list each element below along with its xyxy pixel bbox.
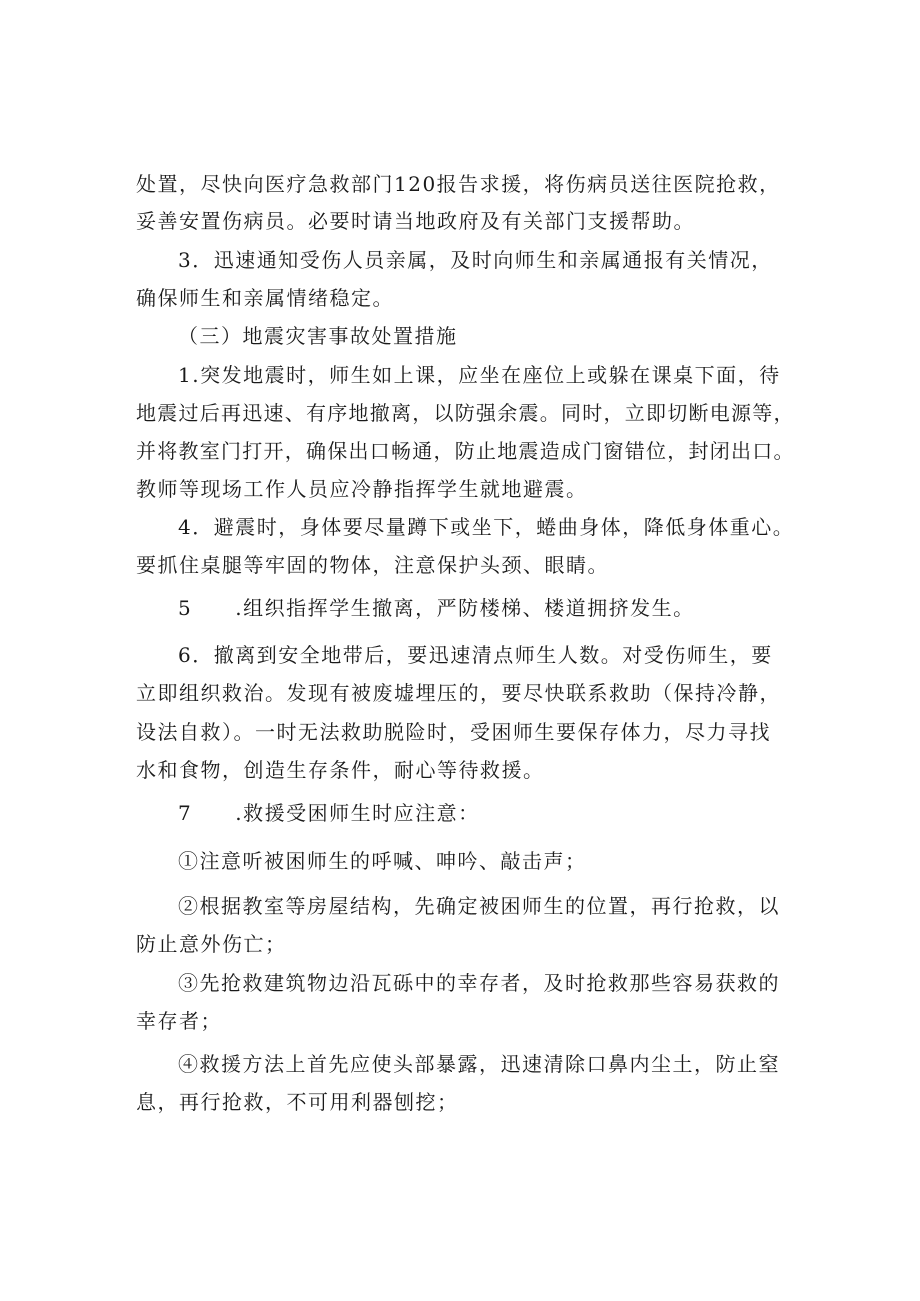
paragraph-line: 水和食物，创造生存条件，耐心等待救援。 bbox=[136, 758, 545, 782]
paragraph-line: 5 .组织指挥学生撤离，严防楼梯、楼道拥挤发生。 bbox=[178, 596, 695, 620]
section-heading: （三）地震灾害事故处置措施 bbox=[178, 324, 458, 348]
paragraph-line: 3．迅速通知受伤人员亲属，及时向师生和亲属通报有关情况， bbox=[178, 248, 773, 272]
paragraph-line: 地震过后再迅速、有序地撤离，以防强余震。同时，立即切断电源等， bbox=[136, 401, 795, 425]
paragraph-line: 确保师生和亲属情绪稳定。 bbox=[136, 286, 394, 310]
list-item: ②根据教室等房屋结构，先确定被困师生的位置，再行抢救，以 bbox=[178, 894, 780, 918]
paragraph-line: 设法自救）。一时无法救助脱险时，受困师生要保存体力，尽力寻找 bbox=[136, 720, 771, 744]
paragraph-line: 并将教室门打开，确保出口畅通，防止地震造成门窗错位，封闭出口。 bbox=[136, 439, 795, 463]
list-item: ③先抢救建筑物边沿瓦砾中的幸存者，及时抢救那些容易获救的 bbox=[178, 971, 780, 995]
paragraph-line: 妥善安置伤病员。必要时请当地政府及有关部门支援帮助。 bbox=[136, 209, 695, 233]
paragraph-line: 防止意外伤亡； bbox=[136, 932, 287, 956]
list-item: ①注意听被困师生的呼喊、呻吟、敲击声； bbox=[178, 849, 587, 873]
paragraph-line: 幸存者； bbox=[136, 1009, 222, 1033]
paragraph-line: 教师等现场工作人员应冷静指挥学生就地避震。 bbox=[136, 477, 588, 501]
paragraph-line: 7 .救援受困师生时应注意： bbox=[178, 801, 480, 825]
paragraph-line: 6．撤离到安全地带后，要迅速清点师生人数。对受伤师生，要 bbox=[178, 643, 773, 667]
paragraph-line: 要抓住桌腿等牢固的物体，注意保护头颈、眼睛。 bbox=[136, 553, 609, 577]
paragraph-line: 立即组织救治。发现有被废墟埋压的，要尽快联系救助（保持冷静， bbox=[136, 681, 781, 705]
paragraph-line: 4．避震时，身体要尽量蹲下或坐下，蜷曲身体，降低身体重心。 bbox=[178, 515, 795, 539]
paragraph-line: 处置，尽快向医疗急救部门120报告求援，将伤病员送往医院抢救， bbox=[136, 172, 781, 196]
paragraph-line: 1.突发地震时，师生如上课，应坐在座位上或躲在课桌下面，待 bbox=[178, 363, 781, 387]
paragraph-line: 息，再行抢救，不可用利器刨挖； bbox=[136, 1090, 459, 1114]
list-item: ④救援方法上首先应使头部暴露，迅速清除口鼻内尘土，防止窒 bbox=[178, 1052, 780, 1076]
